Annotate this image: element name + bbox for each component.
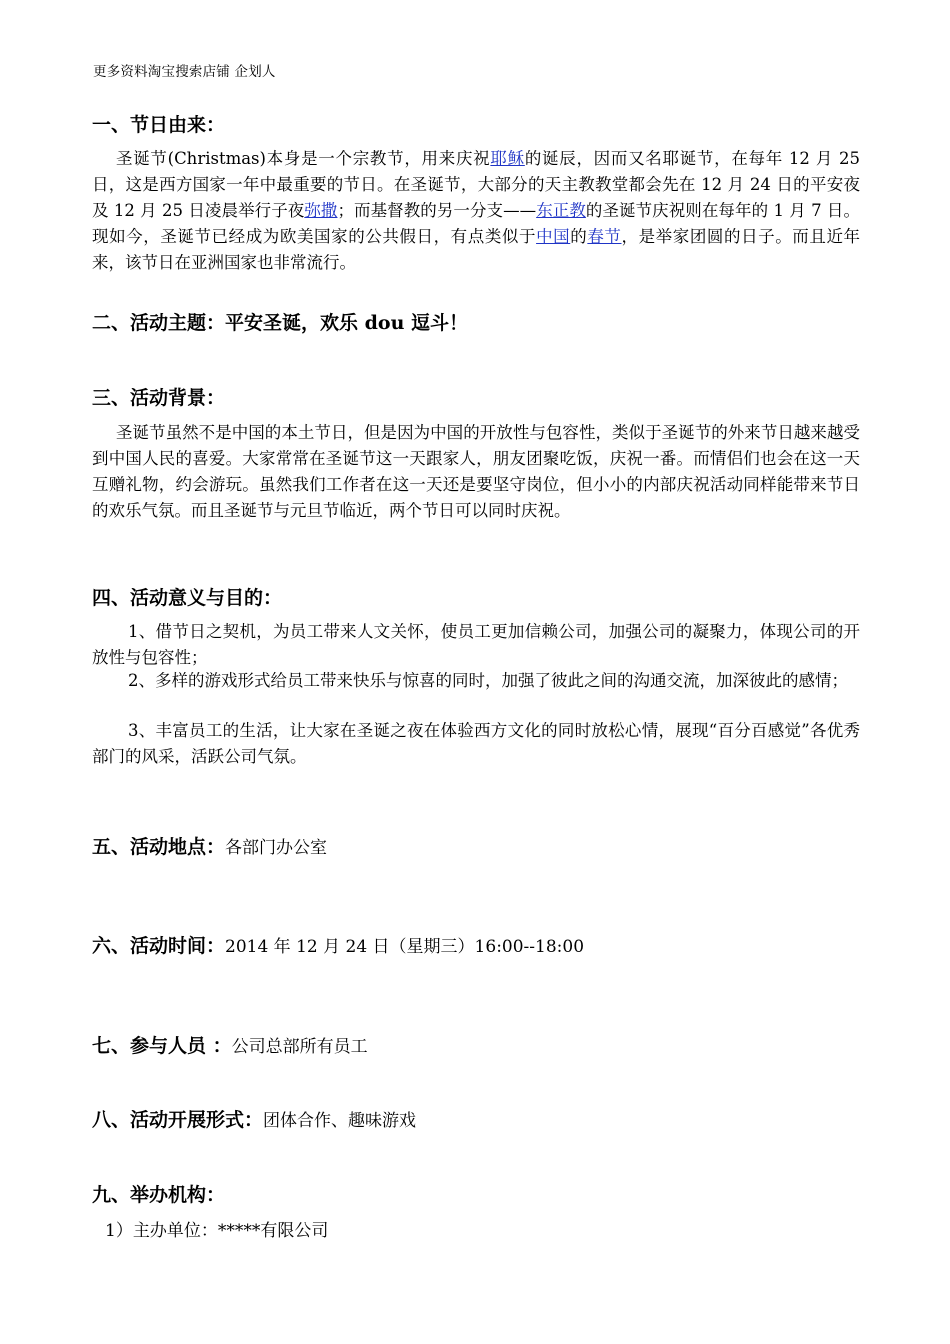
section-1-paragraph (92, 146, 860, 276)
section-7-line (92, 1031, 368, 1058)
text-run: ；而基督教的另一分支—— (337, 201, 537, 220)
text-run: 的诞辰，因而又名耶诞节，在每年 12 月 25 日，这是西方国家一年中最重要的节日。在圣诞节，大部分的天主教教堂都会先在 12 月 24 日的平安夜及 12 月 25 日凌晨举行子夜 (92, 149, 860, 220)
organizer-item-1: 1）主办单位：*****有限公司 (105, 1221, 329, 1241)
link-china[interactable]: 中国 (536, 227, 571, 246)
text-run: 圣诞节(Christmas)本身是一个宗教节，用来庆祝 (116, 149, 491, 168)
activity-location: 各部门办公室 (225, 838, 328, 858)
section-2-heading: 二、活动主题：平安圣诞，欢乐 dou 逗斗！ (92, 312, 469, 334)
link-spring-festival[interactable]: 春节 (587, 227, 622, 246)
section-8-line (92, 1105, 416, 1132)
purpose-item-3: 3、丰富员工的生活，让大家在圣诞之夜在体验西方文化的同时放松心情，展现“百分百感觉”各优秀部门的风采，活跃公司气氛。 (92, 721, 860, 766)
section-7-heading: 七、参与人员 ： (92, 1035, 232, 1057)
text-run: ，是举家团圆的日子。而且近年来，该节日在亚洲国家也非常流行。 (92, 227, 861, 272)
section-3-paragraph: 圣诞节虽然不是中国的本土节日，但是因为中国的开放性与包容性，类似于圣诞节的外来节日越来越受到中国人民的喜爱。大家常常在圣诞节这一天跟家人，朋友团聚吃饭，庆祝一番。而情侣们也会在这一天互赠礼物，约会游玩。虽然我们工作者在这一天还是要坚守岗位，但小小的内部庆祝活动同样能带来节日的欢乐气氛。而且圣诞节与元旦节临近，两个节日可以同时庆祝。 (92, 423, 860, 520)
section-1-heading: 一、节日由来： (92, 114, 226, 136)
text-run: 的 (570, 227, 588, 246)
link-orthodox[interactable]: 东正教 (536, 201, 586, 220)
link-jesus[interactable]: 耶稣 (490, 149, 525, 168)
section-9-heading: 九、举办机构： (92, 1184, 226, 1206)
purpose-item-2: 2、多样的游戏形式给员工带来快乐与惊喜的同时，加强了彼此之间的沟通交流，加深彼此的感情； (128, 671, 848, 690)
section-8-heading: 八、活动开展形式： (92, 1109, 264, 1131)
text-run: 的圣诞节庆祝则在每年的 1 月 7 日。现如今，圣诞节已经成为欧美国家的公共假日，有点类似于 (92, 201, 861, 246)
section-5-heading: 五、活动地点： (92, 836, 226, 858)
section-6-line (92, 931, 584, 958)
section-3-heading: 三、活动背景： (92, 387, 226, 409)
link-mass[interactable]: 弥撒 (304, 201, 338, 220)
page-header: 更多资料淘宝搜索店铺 企划人 (93, 64, 276, 80)
activity-time: 2014 年 12 月 24 日（星期三）16:00--18:00 (225, 937, 585, 957)
participants: 公司总部所有员工 (231, 1037, 368, 1057)
section-6-heading: 六、活动时间： (92, 935, 226, 957)
section-5-line (92, 832, 327, 859)
section-4-heading: 四、活动意义与目的： (92, 587, 283, 609)
activity-format: 团体合作、趣味游戏 (263, 1111, 417, 1131)
purpose-item-1: 1、借节日之契机，为员工带来人文关怀，使员工更加信赖公司，加强公司的凝聚力，体现公司的开放性与包容性； (92, 622, 860, 667)
